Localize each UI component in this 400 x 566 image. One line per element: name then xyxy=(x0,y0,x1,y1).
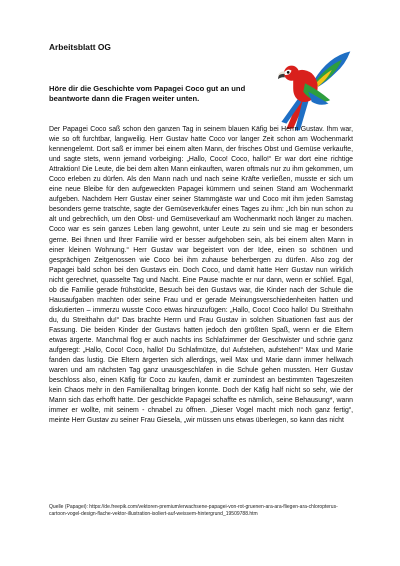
parrot-icon xyxy=(268,48,352,132)
source-citation: Quelle (Papagei): https://de.freepik.com/vektoren-premium/erwachsene-papagei-von-rot-gruenen-ara-ara-fliegen-ara-chloropterus-cartoon-vogel-design-flache-vektor-illustration-isoliert-auf-weissem-hintergrund_19509788.htm xyxy=(49,504,338,517)
story-text: Der Papagei Coco saß schon den ganzen Tag in seinem blauen Käfig bei Herrn Gustav. Ihm war, wie so oft furchtbar, langweilig. Herr Gustav hatte Coco vor langer Zeit schon am Wochenmarkt kennengelernt. Dort saß er immer bei einem alten Mann, der frisches Obst und Gemüse verkaufte, und sagte stets, wenn jemand vorbeiging: „Hallo, Coco! Coco, hallo!“ Er war dort eine richtige Attraktion! Die Leute, die bei dem alten Mann einkauften, waren oftmals nur zu ihm gekommen, um Coco erleben zu dürfen. Als den Mann nach und nach seine Kräfte verließen, musste er sich um eine neue Bleibe für den aufgeweckten Papagei kümmern und seinen Stand am Wochenmarkt aufgeben. Nachdem Herr Gustav einer seiner Stammgäste war und Coco mit ihm jeden Samstag besonders gerne tratschte, sagte der Gemüseverkäufer eines Tages zu ihm: „Ich bin nun schon zu alt und gebrechlich, um den Obst- und Gemüseverkauf am Wochenmarkt noch länger zu machen. Coco war es sein ganzes Leben lang gewohnt, unter Leute zu sein und sie mag er besonders gerne. Bei Ihnen und Ihrer Familie wird er besser aufgehoben sein, als bei einem alten Mann in einer kleinen Wohnung.“ Herr Gustav war begeistert von der Idee, einen so schönen und gesprächigen Zeitgenossen wie Coco bei ihm zuhause beherbergen zu dürfen. Also zog der Papagei bald schon bei den Gustavs ein. Doch Coco, und damit hatte Herr Gustav nun wirklich nicht gerechnet, quasselte Tag und Nacht. Eine Pause machte er nur dann, wenn er schlief. Egal, ob die Familie gerade frühstückte, Besuch bei den Gustavs war, die Kinder nach der Schule die Hausaufgaben machten oder seine Frau und er gerade Meinungsverschiedenheiten hatten und diskutierten – immerzu wusste Coco etwas hinzuzufügen: „Hallo, Coco! Coco hallo! Du Streithahn du, du Streithahn du!“ Das brachte Herrn und Frau Gustav in solchen Situationen fast aus der Fassung. Die beiden Kinder der Gustavs hatten jedoch den größten Spaß, wenn er die Eltern etwas ärgerte. Manchmal flog er auch nachts ins Schlafzimmer der Geschwister und schrie ganz aufgeregt: „Hallo, Coco! Coco, hallo! Du Schlafmütze, du! Aufstehen, aufstehen!“ Max und Marie fanden das lustig. Die Eltern ärgerten sich allerdings, weil Max und Marie dann immer hellwach waren und am nächsten Tag ganz unausgeschlafen in die Schule gehen mussten. Herr Gustav beschloss also, einen Käfig für Coco zu kaufen, damit er zumindest an bestimmten Tageszeiten kein Chaos mehr in den Familienalltag bringen konnte. Doch der Käfig half nicht so sehr, wie der Mann sich das erhofft hatte. Der geschickte Papagei schaffte es nämlich, seine Behausung*, wann immer er wollte, mit seinem - chnabel zu öffnen. „Dieser Vogel macht mich noch ganz fertig“, meinte Herr Gustav zu seiner Frau Giesela, „wir müssen uns etwas überlegen, so kann das nicht xyxy=(49,126,353,425)
worksheet-instruction: Höre dir die Geschichte vom Papagei Coco gut an und beantworte dann die Fragen weiter unten. xyxy=(49,84,246,103)
parrot-eye xyxy=(287,71,290,74)
worksheet-title: Arbeitsblatt OG xyxy=(49,42,111,52)
